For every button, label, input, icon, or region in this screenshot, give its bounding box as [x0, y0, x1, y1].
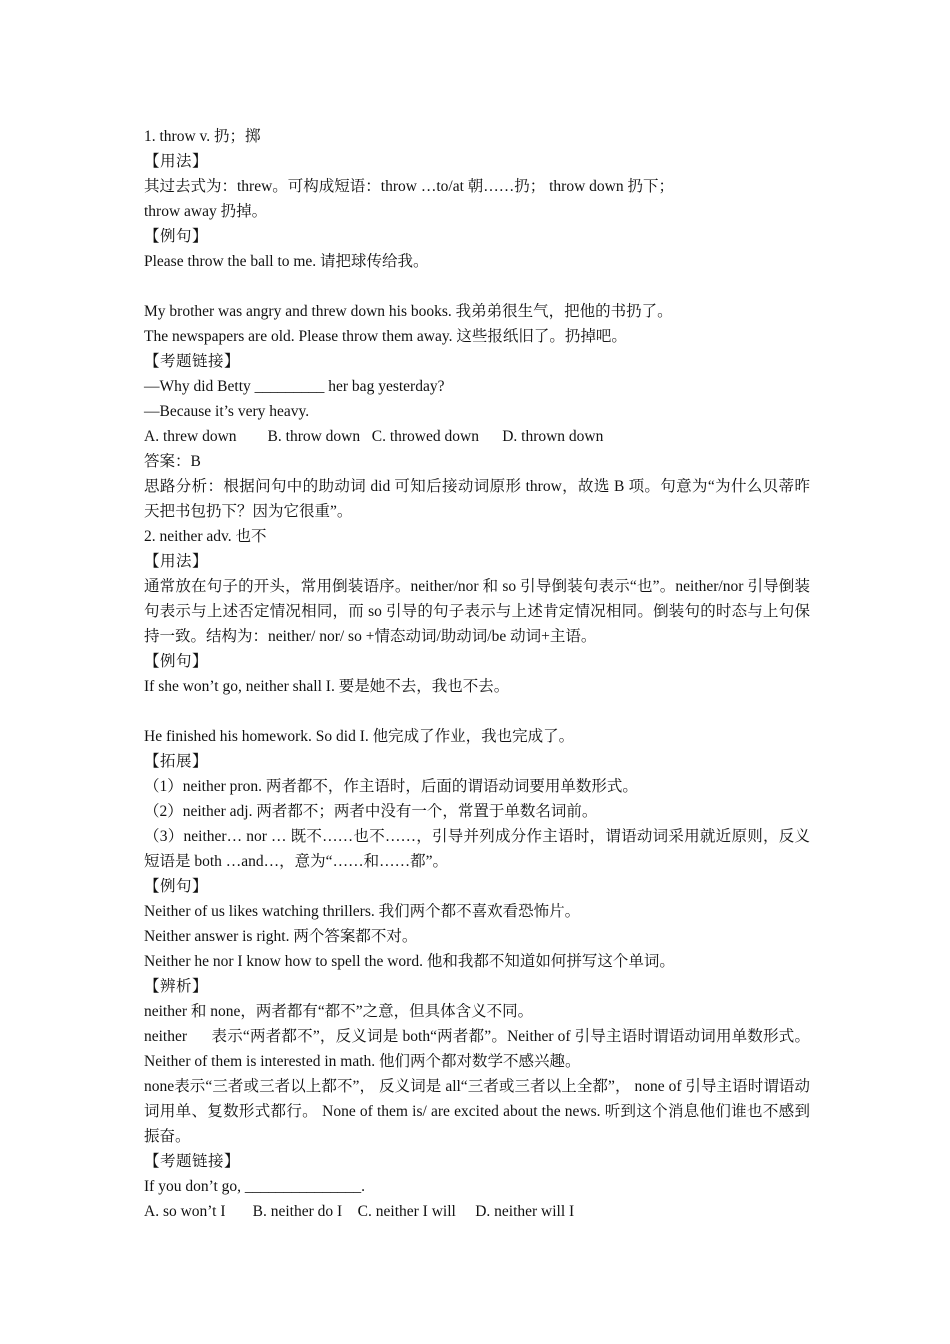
usage-text-cont: throw away 扔掉。: [144, 203, 268, 220]
section-usage: 【用法】: [144, 553, 209, 570]
analysis-text: 思路分析：根据问句中的助动词 did 可知后接动词原形 throw，故选 B 项。句意为“为什么贝蒂昨天把书包扔下？因为它很重”。: [144, 478, 810, 520]
extension-item: （3）neither… nor … 既不……也不……，引导并列成分作主语时，谓语动词采用就近原则，反义短语是 both …and…，意为“……和……都”。: [144, 828, 810, 870]
blank-line: [144, 699, 810, 724]
example-sentence: He finished his homework. So did I. 他完成了作业，我也完成了。: [144, 728, 575, 745]
usage-text: 其过去式为：threw。可构成短语：throw …to/at 朝……扔； throw down 扔下；: [144, 178, 674, 195]
question-line: If you don’t go, _______________.: [144, 1178, 366, 1195]
example-sentence: Neither he nor I know how to spell the word. 他和我都不知道如何拼写这个单词。: [144, 953, 675, 970]
usage-text: 通常放在句子的开头，常用倒装语序。neither/nor 和 so 引导倒装句表示“也”。neither/nor 引导倒装句表示与上述否定情况相同，而 so 引导的句子表示与上述肯定情况相同。倒装句的时态与上句保持一致。结构为：neither/ nor/ so +情态动词/助动词/be 动词+主语。: [144, 578, 810, 645]
section-extension: 【拓展】: [144, 753, 209, 770]
example-sentence: Neither of us likes watching thrillers. 我们两个都不喜欢看恐怖片。: [144, 903, 581, 920]
answer-options: A. threw down B. throw down C. throwed down D. thrown down: [144, 428, 604, 445]
question-line: —Because it’s very heavy.: [144, 403, 310, 420]
example-sentence: The newspapers are old. Please throw them away. 这些报纸旧了。扔掉吧。: [144, 328, 627, 345]
example-sentence: Please throw the ball to me. 请把球传给我。: [144, 253, 429, 270]
section-examples: 【例句】: [144, 878, 209, 895]
blank-line: [144, 274, 810, 299]
section-distinction: 【辨析】: [144, 978, 209, 995]
section-examples: 【例句】: [144, 653, 209, 670]
extension-item: （2）neither adj. 两者都不；两者中没有一个，常置于单数名词前。: [144, 803, 598, 820]
section-exam-link: 【考题链接】: [144, 1153, 241, 1170]
question-line: —Why did Betty _________ her bag yesterday?: [144, 378, 445, 395]
example-sentence: If she won’t go, neither shall I. 要是她不去，我也不去。: [144, 678, 510, 695]
section-examples: 【例句】: [144, 228, 209, 245]
distinction-text: neither 和 none，两者都有“都不”之意，但具体含义不同。: [144, 1003, 534, 1020]
example-sentence: My brother was angry and threw down his books. 我弟弟很生气，把他的书扔了。: [144, 303, 673, 320]
answer-options: A. so won’t I B. neither do I C. neither I will D. neither will I: [144, 1203, 575, 1220]
example-sentence: Neither answer is right. 两个答案都不对。: [144, 928, 418, 945]
answer-key: 答案：B: [144, 453, 201, 470]
distinction-neither: neither 表示“两者都不”，反义词是 both“两者都”。Neither of 引导主语时谓语动词用单数形式。Neither of them is interested in math. 他们两个都对数学不感兴趣。: [144, 1028, 810, 1070]
distinction-none: none表示“三者或三者以上都不”， 反义词是 all“三者或三者以上全都”， none of 引导主语时谓语动词用单、复数形式都行。 None of them is/ are excited about the news. 听到这个消息他们谁也不感到振奋。: [144, 1078, 810, 1145]
extension-item: （1）neither pron. 两者都不，作主语时，后面的谓语动词要用单数形式。: [144, 778, 638, 795]
document-page: [144, 124, 810, 1224]
section-usage: 【用法】: [144, 153, 209, 170]
heading-neither: 2. neither adv. 也不: [144, 528, 267, 545]
heading-throw: 1. throw v. 扔；掷: [144, 128, 261, 145]
section-exam-link: 【考题链接】: [144, 353, 241, 370]
